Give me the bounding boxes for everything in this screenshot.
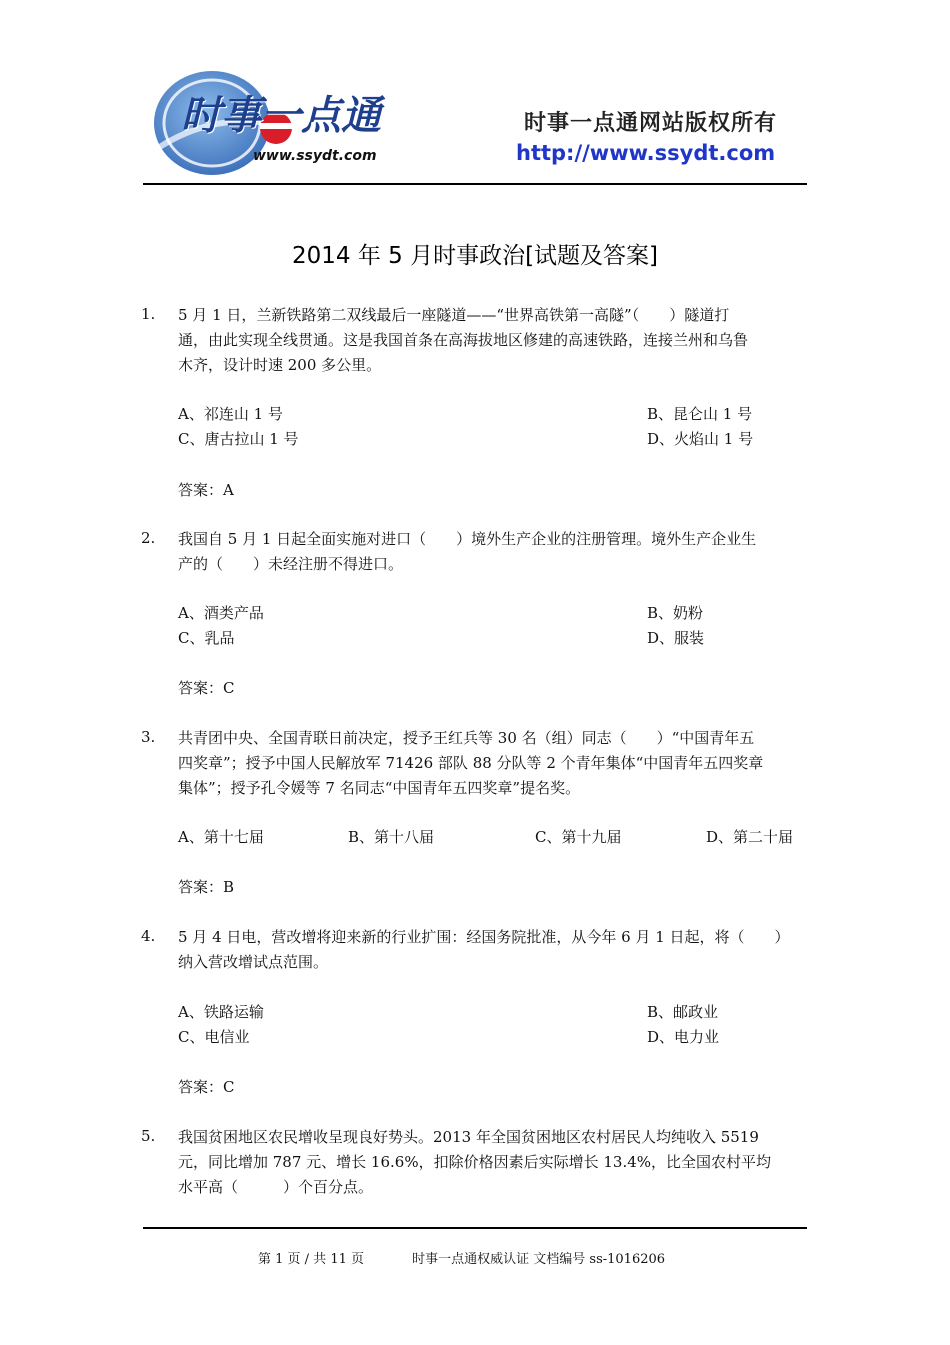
option-c: C、唐古拉山 1 号 — [178, 430, 299, 448]
question-text: 元，同比增加 787 元、增长 16.6%，扣除价格因素后实际增长 13.4%，比全国农村平均 — [178, 1153, 772, 1171]
question-text: 产的（ ）未经注册不得进口。 — [178, 555, 404, 573]
option-b: B、第十八届 — [348, 828, 435, 846]
question-text: 木齐，设计时速 200 多公里。 — [178, 356, 382, 374]
page-footer — [258, 1248, 665, 1267]
question-number: 4. — [141, 927, 156, 945]
question-number: 5. — [141, 1127, 156, 1145]
question-text: 我国自 5 月 1 日起全面实施对进口（ ）境外生产企业的注册管理。境外生产企业生 — [178, 530, 757, 548]
option-d: D、电力业 — [647, 1028, 720, 1046]
copyright-notice: 时事一点通网站版权所有 — [524, 111, 778, 136]
question-text: 5 月 4 日电，营改增将迎来新的行业扩围：经国务院批准，从今年 6 月 1 日起，将（ ） — [178, 928, 790, 946]
option-d: D、第二十届 — [706, 828, 794, 846]
question-number: 3. — [141, 728, 156, 746]
answer: 答案：B — [178, 878, 235, 896]
question-text: 四奖章”；授予中国人民解放军 71426 部队 88 分队等 2 个青年集体“中国青年五四奖章 — [178, 754, 764, 772]
footer-divider — [143, 1227, 807, 1229]
question-text: 我国贫困地区农民增收呈现良好势头。2013 年全国贫困地区农村居民人均纯收入 5519 — [178, 1128, 759, 1146]
question-text: 纳入营改增试点范围。 — [178, 953, 329, 971]
option-d: D、服装 — [647, 629, 705, 647]
page-title: 2014 年 5 月时事政治[试题及答案] — [291, 243, 659, 269]
header-divider — [143, 183, 807, 185]
question-text: 集体”；授予孔令媛等 7 名同志“中国青年五四奖章”提名奖。 — [178, 779, 581, 797]
option-b: B、昆仑山 1 号 — [647, 405, 753, 423]
option-a: A、铁路运输 — [178, 1003, 264, 1021]
answer: 答案：A — [178, 481, 234, 499]
answer: 答案：C — [178, 1078, 235, 1096]
option-a: A、第十七届 — [178, 828, 264, 846]
option-b: B、邮政业 — [647, 1003, 719, 1021]
option-c: C、第十九届 — [535, 828, 622, 846]
question-number: 1. — [141, 305, 156, 323]
question-number: 2. — [141, 529, 156, 547]
question-text: 共青团中央、全国青联日前决定，授予王红兵等 30 名（组）同志（ ）“中国青年五 — [178, 729, 755, 747]
question-text: 水平高（ ）个百分点。 — [178, 1178, 374, 1196]
page-number: 第 1 页 / 共 11 页 — [258, 1252, 364, 1267]
option-b: B、奶粉 — [647, 604, 704, 622]
document-id: 时事一点通权威认证 文档编号 ss-1016206 — [412, 1252, 666, 1267]
option-c: C、电信业 — [178, 1028, 250, 1046]
option-c: C、乳品 — [178, 629, 235, 647]
option-a: A、酒类产品 — [178, 604, 264, 622]
logo-url: www.ssydt.com — [253, 148, 377, 164]
logo-text: 时事一点通 — [181, 93, 381, 139]
option-d: D、火焰山 1 号 — [647, 430, 754, 448]
answer: 答案：C — [178, 679, 235, 697]
website-link[interactable]: http://www.ssydt.com — [516, 141, 776, 165]
option-a: A、祁连山 1 号 — [178, 405, 283, 423]
question-text: 通，由此实现全线贯通。这是我国首条在高海拔地区修建的高速铁路，连接兰州和乌鲁 — [178, 331, 749, 349]
question-text: 5 月 1 日，兰新铁路第二双线最后一座隧道——“世界高铁第一高隧”（ ）隧道打 — [178, 306, 730, 324]
